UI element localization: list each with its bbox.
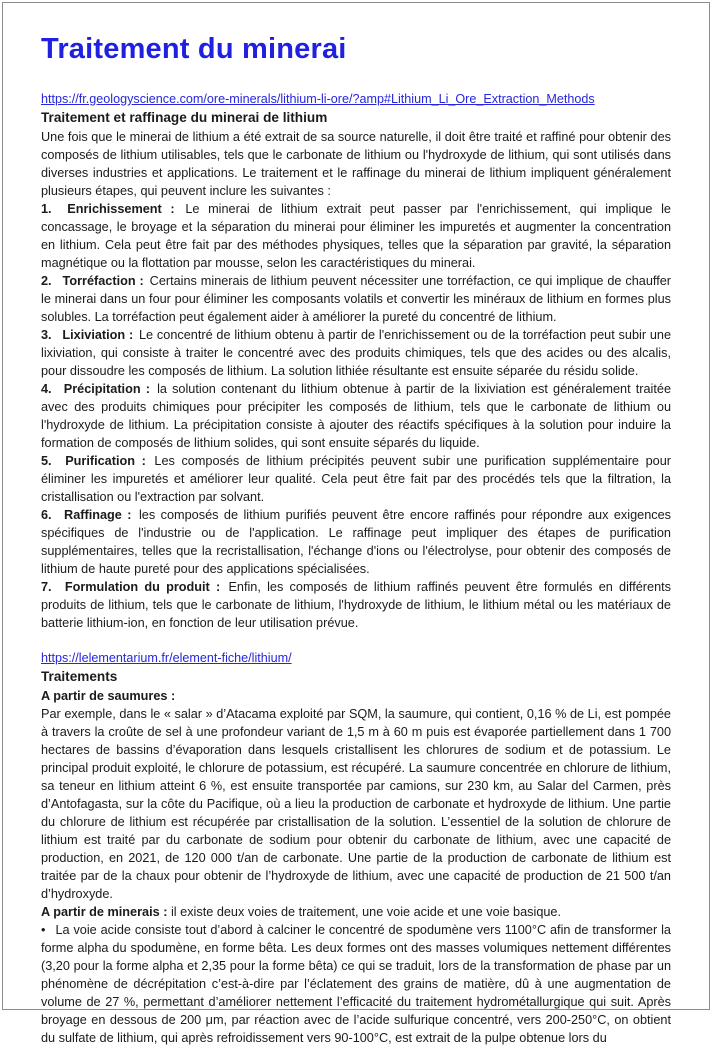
step-enrichissement: [41, 200, 671, 272]
minerais-paragraph: [41, 903, 671, 921]
step-lixiviation: [41, 326, 671, 380]
step-number: 7.: [41, 580, 52, 594]
section1-heading: Traitement et raffinage du minerai de lithium: [41, 110, 328, 125]
step-purification: [41, 452, 671, 506]
section1-intro-paragraph: Une fois que le minerai de lithium a été extrait de sa source naturelle, il doit être traité et raffiné pour obtenir des composés de lithium utilisables, tels que le carbonate de lithium ou l'hydroxyde de lithium, qui sont utilisés dans diverses industries et applications. Le traitement et le raffinage du minerai de lithium impliquent généralement plusieurs étapes, qui peuvent inclure les suivantes :: [41, 130, 671, 198]
step-text: Certains minerais de lithium peuvent nécessiter une torréfaction, ce qui implique de chauffer le minerai dans un four pour éliminer les composants volatils et convertir les minéraux de lithium en formes plus solubles. La torréfaction peut également aider à améliorer la pureté du concentré de lithium.: [41, 274, 671, 324]
step-number: 4.: [41, 382, 52, 396]
saumures-text: Par exemple, dans le « salar » d’Atacama exploité par SQM, la saumure, qui contient, 0,16 % de Li, est pompée à travers la croûte de sel à une profondeur variant de 1,5 m à 60 m puis est évaporée partiellement dans 1 700 hectares de bassins d’évaporation dans lesquels cristallisent les chlorures de sodium et de potassium. Le principal produit exploité, le chlorure de potassium, est récupéré. La saumure concentrée en chlorure de lithium, sa teneur en lithium atteint 6 %, est ensuite transportée par camions, sur 230 km, au Salar del Carmen, près d’Antofagasta, sur la côte du Pacifique, où a lieu la production de carbonate et hydroxyde de lithium. Une partie du chlorure de lithium est récupérée par cristallisation de la solution. L’essentiel de la solution de chlorure de lithium est traité par du carbonate de sodium pour obtenir du carbonate de lithium, avec une capacité de production, en 2021, de 120 000 t/an de carbonate. Une partie de la production de carbonate de lithium est traitée par de la chaux pour obtenir de l’hydroxyde de lithium, avec une capacité de production de 21 500 t/an d’hydroxyde.: [41, 707, 671, 901]
minerais-label: A partir de minerais :: [41, 905, 168, 919]
step-text: Enfin, les composés de lithium raffinés peuvent être formulés en différents produits de lithium, tels que le carbonate de lithium, l'hydroxyde de lithium, le lithium métal ou les matériaux de batterie lithium-ion, en fonction de leur utilisation prévue.: [41, 580, 672, 630]
source-link-geologyscience[interactable]: https://fr.geologyscience.com/ore-minerals/lithium-li-ore/?amp#Lithium_Li_Ore_Extraction_Methods: [41, 92, 595, 106]
saumures-label: A partir de saumures :: [41, 689, 176, 703]
step-number: 5.: [41, 454, 52, 468]
step-text: les composés de lithium purifiés peuvent être encore raffinés pour répondre aux exigences spécifiques de l'industrie ou de l'application. Le raffinage peut impliquer des étapes de purification supplémentaires, telles que la recristallisation, l'échange d'ions ou l'électrolyse, pour obtenir des composés de lithium de haute pureté pour des applications spécialisées.: [41, 508, 672, 576]
document-page: [2, 2, 710, 1045]
step-text: Le minerai de lithium extrait peut passer par l'enrichissement, qui implique le concassage, le broyage et la séparation du minerai pour éliminer les impuretés et augmenter la concentration en lithium. Cela peut être fait par des méthodes physiques, telles que la séparation par gravité, la séparation magnétique ou la flottation par mousse, selon les caractéristiques du minerai.: [41, 202, 671, 270]
minerais-text: il existe deux voies de traitement, une voie acide et une voie basique.: [170, 905, 562, 919]
document-content: [3, 3, 709, 1047]
step-torrefaction: [41, 272, 671, 326]
step-number: 1.: [41, 202, 52, 216]
step-label: Torréfaction :: [62, 274, 144, 288]
step-label: Raffinage :: [64, 508, 132, 522]
step-label: Lixiviation :: [62, 328, 134, 342]
step-text: Les composés de lithium précipités peuvent subir une purification supplémentaire pour éliminer les impuretés et améliorer leur qualité. Cela peut être fait par des procédés tels que la filtration, la cristallisation ou l'extraction par solvant.: [41, 454, 671, 504]
document-title: Traitement du minerai: [41, 33, 347, 65]
voie-acide-bullet-paragraph: [41, 921, 671, 1047]
section-separator: [41, 632, 671, 649]
step-number: 6.: [41, 508, 52, 522]
step-formulation: [41, 578, 671, 632]
step-text: la solution contenant du lithium obtenue à partir de la lixiviation est généralement traitée avec des produits chimiques pour précipiter les composés de lithium, tels que le carbonate de lithium ou l'hydroxyde de lithium. La précipitation consiste à ajouter des réactifs spécifiques à la solution pour induire la formation de composés de lithium solides, qui sont ensuite séparés du liquide.: [41, 382, 671, 450]
step-label: Formulation du produit :: [64, 580, 221, 594]
bullet-icon: •: [41, 923, 46, 937]
step-raffinage: [41, 506, 671, 578]
voie-acide-text: La voie acide consiste tout d’abord à calciner le concentré de spodumène vers 1100°C afin de transformer la forme alpha du spodumène, en forme bêta. Les deux formes ont des masses volumiques nettement différentes (3,20 pour la forme alpha et 2,35 pour la forme bêta) ce qui se traduit, lors de la transformation de phase par un phénomène de décrépitation c’est-à-dire par l’éclatement des grains de matière, dû à une augmentation de volume de 27 %, permettant d’améliorer nettement l’efficacité du traitement hydrométallurgique qui suit. Après broyage en dessous de 200 μm, par réaction avec de l’acide sulfurique concentré, vers 200-250°C, on obtient du sulfate de lithium, qui après refroidissement vers 90-100°C, est extrait de la pulpe obtenue lors du: [41, 923, 671, 1045]
section2-heading: Traitements: [41, 669, 118, 684]
source-link-elementarium[interactable]: https://lelementarium.fr/element-fiche/lithium/: [41, 651, 292, 665]
step-number: 3.: [41, 328, 52, 342]
step-text: Le concentré de lithium obtenu à partir de l'enrichissement ou de la torréfaction peut subir une lixiviation, qui consiste à traiter le concentré avec des produits chimiques, tels que des acides ou des alcalis, pour dissoudre les composés de lithium. La solution lithiée résultante est ensuite séparée du résidu solide.: [41, 328, 672, 378]
step-number: 2.: [41, 274, 52, 288]
step-label: Enrichissement :: [67, 202, 175, 216]
step-label: Précipitation :: [63, 382, 150, 396]
step-precipitation: [41, 380, 671, 452]
saumures-paragraph: [41, 687, 671, 903]
step-label: Purification :: [65, 454, 146, 468]
